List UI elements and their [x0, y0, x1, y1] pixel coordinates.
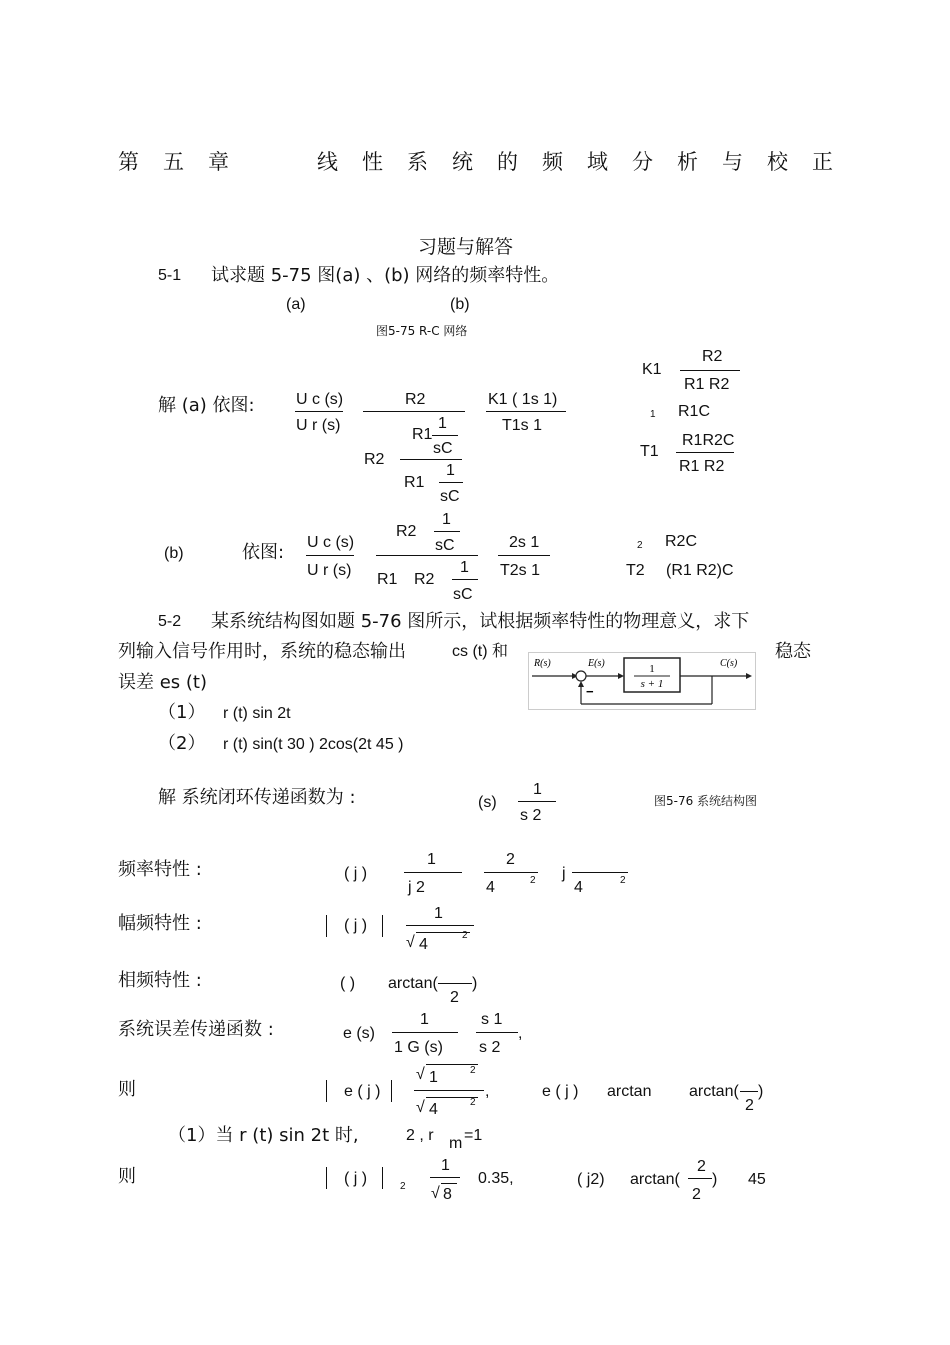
fraction-bar [434, 531, 460, 532]
f3-den: 4 [574, 879, 583, 896]
problem-text: 稳态 [775, 641, 811, 662]
r1-label: R1 [404, 474, 425, 491]
title-char: 章 [208, 150, 229, 174]
phase-den: 2 [450, 989, 459, 1006]
comma: , [518, 1025, 523, 1042]
amp-label: 幅频特性 : [118, 913, 202, 934]
abs-bar [391, 1080, 392, 1102]
superscript: 2 [470, 1097, 476, 1108]
phi-label: (s) [478, 794, 497, 811]
problem-number: 5-2 [158, 613, 182, 630]
tau2-value: R2C [665, 533, 698, 550]
title-char: 析 [677, 150, 698, 174]
case1-omega: 2 , r [406, 1127, 434, 1144]
f3-j: j [562, 865, 566, 882]
t1-denominator: T1s 1 [502, 417, 543, 434]
summing-junction [576, 671, 586, 681]
abs-bar [326, 1080, 327, 1102]
ze-label: 则 [118, 1166, 136, 1187]
comma: , [485, 1083, 490, 1100]
title-char: 校 [767, 150, 788, 174]
phase-label: 相频特性 : [118, 970, 202, 991]
sqrt-sign: √ [406, 934, 415, 951]
ur-label: U r (s) [307, 562, 352, 579]
fraction-bar [676, 452, 734, 453]
fraction-bar [740, 1091, 758, 1092]
subscript: 2 [400, 1181, 406, 1192]
sc-label: sC [433, 440, 453, 457]
fraction-bar [414, 1090, 484, 1091]
phase-close: ) [758, 1083, 764, 1100]
fraction-bar [376, 555, 478, 556]
superscript: 2 [470, 1065, 476, 1076]
case-input: r (t) sin(t 30 ) 2cos(2t 45 ) [223, 736, 404, 753]
title-char: 第 [118, 150, 139, 174]
title-char: 统 [452, 150, 473, 174]
phase-close: ) [472, 975, 478, 992]
fraction-bar [432, 435, 458, 436]
title-char: 分 [632, 150, 653, 174]
r2-label: R2 [414, 571, 435, 588]
solution-b-label: (b) [164, 545, 184, 562]
figure-label-a: (a) [286, 296, 306, 313]
sqrt-bar [441, 1183, 457, 1184]
r1-label: R1 [412, 426, 433, 443]
title-char: 的 [497, 150, 518, 174]
minus-sign: − [586, 684, 594, 699]
f1-den: j 2 [408, 879, 425, 896]
r-num: 1 [441, 1157, 450, 1174]
phase-arctan: arctan( [388, 975, 438, 992]
tau2-symbol: 2 [637, 540, 643, 551]
freq-lhs: ( j ) [344, 865, 368, 882]
fraction-bar [486, 411, 566, 412]
block-diagram [528, 652, 756, 710]
r1-label: R1 [377, 571, 398, 588]
fraction-bar [680, 370, 740, 371]
b-denominator: T2s 1 [500, 562, 541, 579]
fraction-bar [476, 1032, 518, 1033]
k1-den: R1 R2 [684, 376, 730, 393]
title-char: 性 [362, 150, 383, 174]
title-char: 正 [812, 150, 833, 174]
t1-symbol: T1 [640, 443, 659, 460]
problem-text: 试求题 5-75 图(a) 、(b) 网络的频率特性。 [211, 265, 560, 286]
problem-text: 列输入信号作用时，系统的稳态输出 [118, 641, 406, 662]
fraction-bar [518, 801, 556, 802]
r2-label: R2 [405, 391, 426, 408]
figure-caption: 图5-76 系统结构图 [654, 794, 758, 808]
case-number: （2） [158, 733, 206, 754]
abs-e-lhs: e ( j ) [344, 1083, 381, 1100]
phase-lhs: ( ) [340, 975, 356, 992]
problem-number: 5-1 [158, 267, 182, 284]
figure-label-b: (b) [450, 296, 470, 313]
case1-lead: （1）当 r (t) sin 2t 时, [168, 1125, 359, 1146]
r-ad: 2 [692, 1186, 701, 1203]
r-an: 2 [697, 1158, 706, 1175]
superscript: 2 [620, 875, 626, 886]
abs-bar [326, 1167, 327, 1189]
fraction-bar [484, 872, 538, 873]
e1-num: 1 [420, 1011, 429, 1028]
e2-num: s 1 [481, 1011, 503, 1028]
sqrt-sign: √ [416, 1099, 425, 1116]
fraction-bar [406, 925, 474, 926]
r-value: 0.35, [478, 1170, 514, 1187]
sq-den: 4 [429, 1101, 438, 1118]
r-arctan: arctan( [630, 1171, 680, 1188]
f2-den: 4 [486, 879, 495, 896]
k1-num: R2 [702, 348, 723, 365]
r2-label: R2 [396, 523, 417, 540]
one-label: 1 [438, 415, 447, 432]
fraction-bar [363, 411, 465, 412]
fraction-bar [452, 579, 478, 580]
phi-den: s 2 [520, 807, 542, 824]
k1-symbol: K1 [642, 361, 662, 378]
r-close: ) [712, 1171, 718, 1188]
phi-num: 1 [533, 781, 542, 798]
t1-num: R1R2C [682, 432, 735, 449]
abs-bar [326, 915, 327, 937]
uc-label: U c (s) [296, 391, 344, 408]
title-char: 频 [542, 150, 563, 174]
superscript: 2 [462, 930, 468, 941]
sc-label: sC [440, 488, 460, 505]
problem-text: 某系统结构图如题 5-76 图所示，试根据频率特性的物理意义，求下 [211, 611, 750, 632]
case-number: （1） [158, 702, 206, 723]
one-label: 1 [442, 511, 451, 528]
cs-term: cs (t) 和 [452, 643, 508, 660]
amp-den: 4 [419, 936, 428, 953]
r-phase: ( j2) [577, 1171, 605, 1188]
sc-label: sC [453, 586, 473, 603]
sc-label: sC [435, 537, 455, 554]
fraction-bar [400, 459, 462, 460]
sq-num: 1 [429, 1069, 438, 1086]
tau1-symbol: 1 [650, 409, 656, 420]
arctan-term: arctan [607, 1083, 652, 1100]
section-subtitle: 习题与解答 [418, 236, 514, 258]
one-label: 1 [446, 462, 455, 479]
phase-e-lhs: e ( j ) [542, 1083, 579, 1100]
solution-b-lead: 依图: [242, 542, 285, 563]
one-label: 1 [460, 559, 469, 576]
fraction-bar [688, 1178, 712, 1179]
fraction-bar [404, 872, 462, 873]
case-input: r (t) sin 2t [223, 705, 291, 722]
t1-den: R1 R2 [679, 458, 725, 475]
fraction-bar [439, 482, 463, 483]
abs-bar [382, 1167, 383, 1189]
err-lhs: e (s) [343, 1025, 375, 1042]
block-den: s + 1 [640, 678, 664, 690]
e2-den: s 2 [479, 1039, 501, 1056]
block-num: 1 [649, 663, 655, 675]
ze-label: 则 [118, 1079, 136, 1100]
amp-num: 1 [434, 905, 443, 922]
r-abs: ( j ) [344, 1170, 368, 1187]
case1-eq: =1 [464, 1127, 483, 1144]
r-den: 8 [443, 1186, 452, 1203]
tau1-value: R1C [678, 403, 711, 420]
solution-a-lead: 解 (a) 依图: [158, 395, 255, 416]
sqrt-sign: √ [416, 1066, 425, 1083]
fraction-bar [572, 872, 628, 873]
fraction-bar [438, 983, 472, 984]
problem-text: 误差 es (t) [118, 672, 207, 693]
err-label: 系统误差传递函数 : [118, 1019, 274, 1040]
abs-bar [382, 915, 383, 937]
f1-num: 1 [427, 851, 436, 868]
label-es: E(s) [588, 658, 605, 669]
freq-label: 频率特性 : [118, 859, 202, 880]
figure-caption: 图5-75 R-C 网络 [376, 324, 468, 338]
superscript: 2 [530, 875, 536, 886]
r-deg: 45 [748, 1171, 766, 1188]
e1-den: 1 G (s) [394, 1039, 443, 1056]
label-rs: R(s) [534, 658, 551, 669]
title-char: 五 [163, 150, 184, 174]
fraction-bar [392, 1032, 458, 1033]
fraction-bar [430, 1177, 460, 1178]
k1-numerator: K1 ( 1s 1) [488, 391, 558, 408]
b-numerator: 2s 1 [509, 534, 540, 551]
ur-label: U r (s) [296, 417, 341, 434]
amp-lhs: ( j ) [344, 917, 368, 934]
fraction-bar [306, 555, 354, 556]
t2-value: (R1 R2)C [666, 562, 734, 579]
title-char: 域 [587, 150, 608, 174]
title-char: 系 [407, 150, 428, 174]
arctan-den: 2 [745, 1097, 754, 1114]
f2-num: 2 [506, 851, 515, 868]
title-char: 线 [317, 150, 338, 174]
solution-lead: 解 系统闭环传递函数为 : [158, 787, 356, 808]
r2-label: R2 [364, 451, 385, 468]
uc-label: U c (s) [307, 534, 355, 551]
t2-symbol: T2 [626, 562, 645, 579]
case1-m: m [449, 1135, 463, 1152]
fraction-bar [498, 555, 550, 556]
arctan-term: arctan( [689, 1083, 739, 1100]
sqrt-sign: √ [431, 1185, 440, 1202]
title-char: 与 [722, 150, 743, 174]
fraction-bar [295, 411, 343, 412]
label-cs: C(s) [720, 658, 738, 669]
